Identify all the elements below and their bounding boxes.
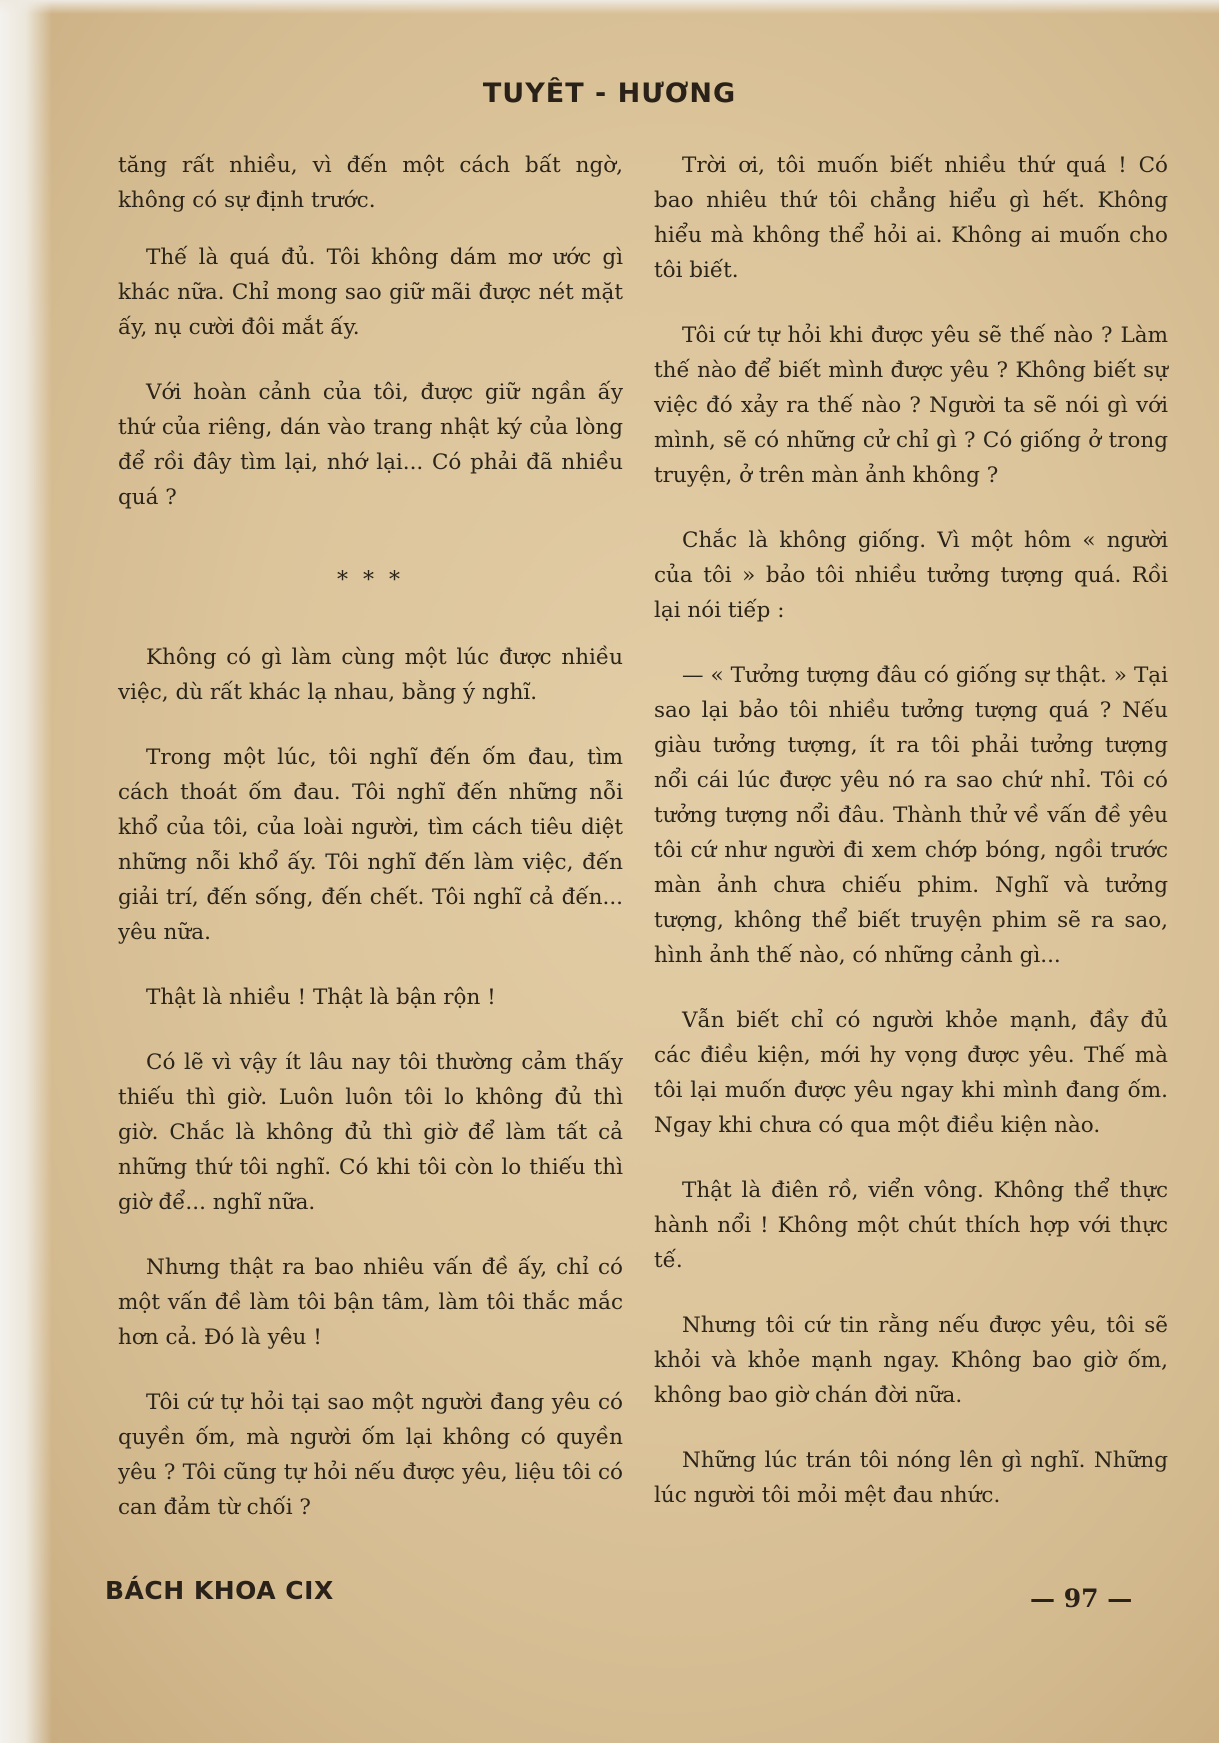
paragraph: — « Tưởng tượng đâu có giống sự thật. » Tại sao lại bảo tôi nhiều tưởng tượng quá ? Nếu giàu tưởng tượng, ít ra tôi phải tưởng tượng nổi cái lúc được yêu nó ra sao chứ nhỉ. Tôi có tưởng tượng nổi đâu. Thành thử về vấn đề yêu tôi cứ như người đi xem chớp bóng, ngồi trước màn ảnh chưa chiếu phim. Nghĩ và tưởng tượng, không thể biết truyện phim sẽ ra sao, hình ảnh thế nào, có những cảnh gì... xyxy=(654,663,1168,968)
page-left-edge xyxy=(0,0,52,1743)
paragraph: Với hoàn cảnh của tôi, được giữ ngần ấy thứ của riêng, dán vào trang nhật ký của lòng để rồi đây tìm lại, nhớ lại... Có phải đã nhiều quá ? xyxy=(118,380,623,510)
paragraph: Có lẽ vì vậy ít lâu nay tôi thường cảm thấy thiếu thì giờ. Luôn luôn tôi lo không đủ thì giờ. Chắc là không đủ thì giờ để làm tất cả những thứ tôi nghĩ. Có khi tôi còn lo thiếu thì giờ để... nghĩ nữa. xyxy=(118,1050,623,1215)
running-header: TUYÊT - HƯƠNG xyxy=(482,78,737,109)
page-top-edge xyxy=(0,0,1219,14)
section-separator: * * * xyxy=(337,568,404,593)
paragraph: Thật là điên rồ, viển vông. Không thể thực hành nổi ! Không một chút thích hợp với thực tế. xyxy=(654,1178,1168,1273)
paragraph: Tôi cứ tự hỏi khi được yêu sẽ thế nào ? Làm thế nào để biết mình được yêu ? Không biết sự việc đó xảy ra thế nào ? Người ta sẽ nói gì với mình, sẽ có những cử chỉ gì ? Có giống ở trong truyện, ở trên màn ảnh không ? xyxy=(654,323,1168,488)
page-number: — 97 — xyxy=(1030,1584,1133,1613)
paragraph: Không có gì làm cùng một lúc được nhiều việc, dù rất khác lạ nhau, bằng ý nghĩ. xyxy=(118,645,623,705)
paragraph: Trong một lúc, tôi nghĩ đến ốm đau, tìm cách thoát ốm đau. Tôi nghĩ đến những nỗi khổ của tôi, của loài người, tìm cách tiêu diệt những nỗi khổ ấy. Tôi nghĩ đến làm việc, đến giải trí, đến sống, đến chết. Tôi nghĩ cả đến... yêu nữa. xyxy=(118,745,623,945)
paragraph: Những lúc trán tôi nóng lên gì nghĩ. Những lúc người tôi mỏi mệt đau nhức. xyxy=(654,1448,1168,1508)
right-column xyxy=(654,148,1168,1543)
paragraph: Nhưng tôi cứ tin rằng nếu được yêu, tôi sẽ khỏi và khỏe mạnh ngay. Không bao giờ ốm, không bao giờ chán đời nữa. xyxy=(654,1313,1168,1408)
paragraph: Thật là nhiều ! Thật là bận rộn ! xyxy=(146,985,496,1010)
publication-name: BÁCH KHOA CIX xyxy=(105,1576,334,1605)
paragraph: tăng rất nhiều, vì đến một cách bất ngờ, không có sự định trước. xyxy=(118,153,623,213)
paragraph: Chắc là không giống. Vì một hôm « người của tôi » bảo tôi nhiều tưởng tượng quá. Rồi lại nói tiếp : xyxy=(654,528,1168,623)
paragraph: Vẫn biết chỉ có người khỏe mạnh, đầy đủ các điều kiện, mới hy vọng được yêu. Thế mà tôi lại muốn được yêu ngay khi mình đang ốm. Ngay khi chưa có qua một điều kiện nào. xyxy=(654,1008,1168,1138)
left-column xyxy=(118,148,623,1555)
paragraph: Tôi cứ tự hỏi tại sao một người đang yêu có quyền ốm, mà người ốm lại không có quyền yêu ? Tôi cũng tự hỏi nếu được yêu, liệu tôi có can đảm từ chối ? xyxy=(118,1390,623,1520)
paragraph: Nhưng thật ra bao nhiêu vấn đề ấy, chỉ có một vấn đề làm tôi bận tâm, làm tôi thắc mắc hơn cả. Đó là yêu ! xyxy=(118,1255,623,1350)
paragraph: Thế là quá đủ. Tôi không dám mơ ước gì khác nữa. Chỉ mong sao giữ mãi được nét mặt ấy, nụ cười đôi mắt ấy. xyxy=(118,245,623,340)
paragraph: Trời ơi, tôi muốn biết nhiều thứ quá ! Có bao nhiêu thứ tôi chẳng hiểu gì hết. Không hiểu mà không thể hỏi ai. Không ai muốn cho tôi biết. xyxy=(654,153,1168,283)
